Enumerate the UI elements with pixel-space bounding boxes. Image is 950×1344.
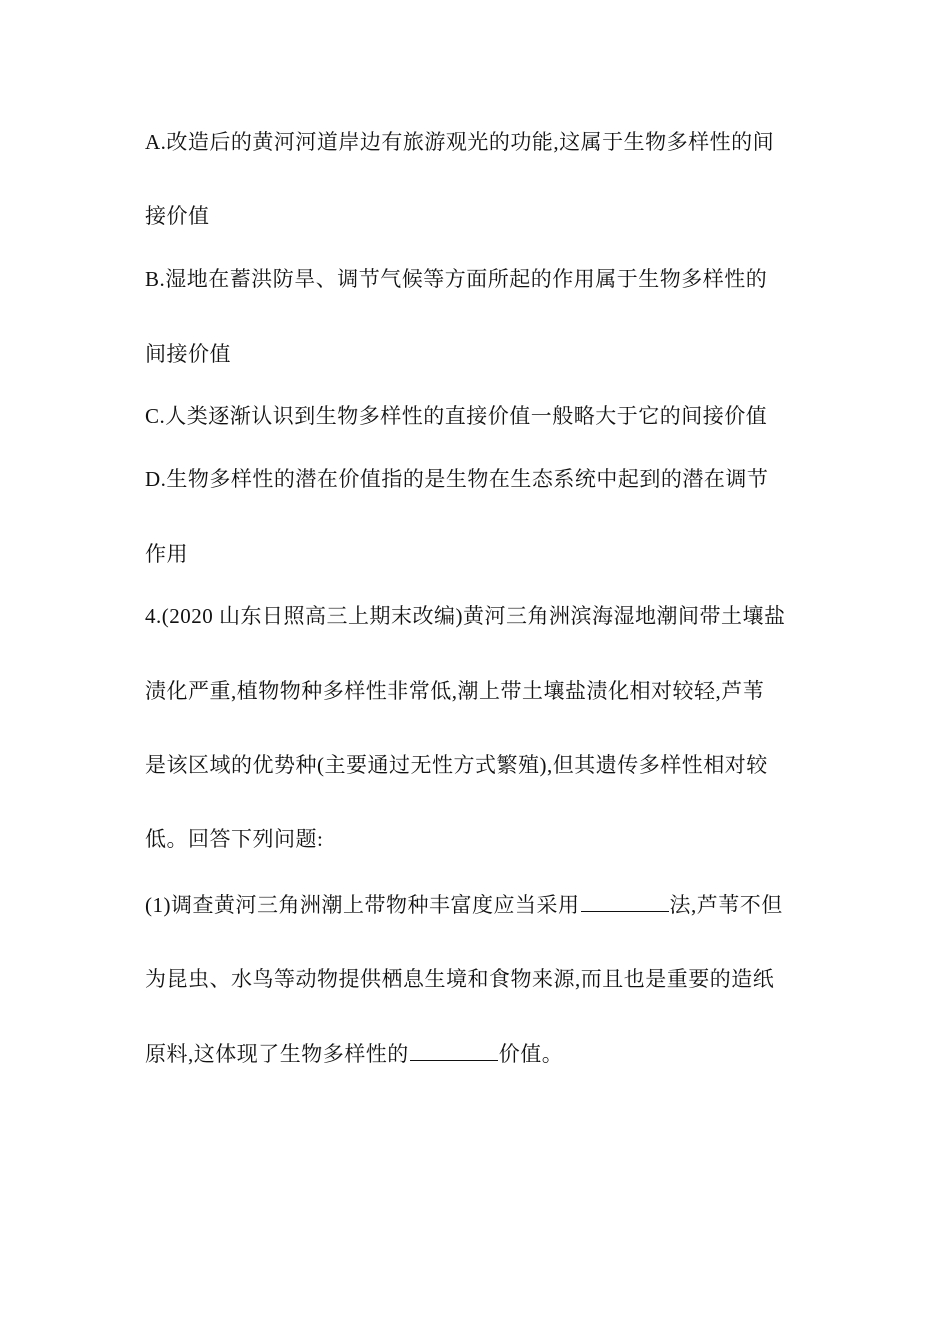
question-4-line-3: 是该区域的优势种(主要通过无性方式繁殖),但其遗传多样性相对较	[145, 753, 768, 777]
question-4-line-4: 低。回答下列问题:	[145, 827, 324, 851]
part-1-line-3	[145, 1040, 825, 1067]
option-a-line-2: 接价值	[145, 204, 210, 228]
part-1-line-1	[145, 891, 825, 918]
part-1-text-before-blank: (1)调查黄河三角洲潮上带物种丰富度应当采用	[145, 893, 580, 917]
option-a-line-1: A.改造后的黄河河道岸边有旅游观光的功能,这属于生物多样性的间	[145, 130, 775, 154]
part-1-line-3-before-blank: 原料,这体现了生物多样性的	[145, 1042, 409, 1066]
option-b-line-2: 间接价值	[145, 342, 231, 366]
option-d-line-1: D.生物多样性的潜在价值指的是生物在生态系统中起到的潜在调节	[145, 467, 769, 491]
option-c-line-1: C.人类逐渐认识到生物多样性的直接价值一般略大于它的间接价值	[145, 404, 768, 428]
part-1-text-after-blank: 法,芦苇不但	[669, 893, 783, 917]
part-1-line-2: 为昆虫、水鸟等动物提供栖息生境和食物来源,而且也是重要的造纸	[145, 967, 775, 991]
question-4-line-2: 渍化严重,植物物种多样性非常低,潮上带土壤盐渍化相对较轻,芦苇	[145, 679, 765, 703]
option-d-line-2: 作用	[145, 542, 188, 566]
answer-blank-method[interactable]	[581, 891, 669, 912]
part-1-line-3-after-blank: 价值。	[498, 1042, 564, 1066]
option-b-line-1: B.湿地在蓄洪防旱、调节气候等方面所起的作用属于生物多样性的	[145, 267, 768, 291]
answer-blank-value[interactable]	[410, 1040, 498, 1061]
question-4-line-1: 4.(2020 山东日照高三上期末改编)黄河三角洲滨海湿地潮间带土壤盐	[145, 604, 786, 628]
